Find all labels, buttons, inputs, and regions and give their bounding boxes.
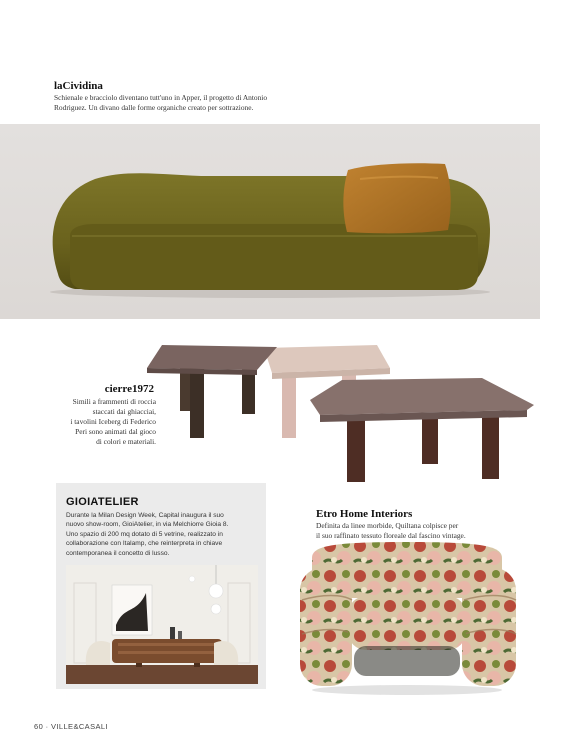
- brand-cierre1972: cierre1972: [104, 383, 154, 395]
- brand-etro-home-interiors: Etro Home Interiors: [316, 508, 413, 520]
- gioiatelier-title: GIOIATELIER: [66, 496, 139, 508]
- page-number: 60: [34, 722, 44, 731]
- quiltana-armchair-illustration: [292, 538, 524, 698]
- apper-sofa-illustration: [0, 124, 540, 319]
- footer-separator: ·: [45, 722, 49, 731]
- sofa-photo: [0, 124, 540, 319]
- showroom-illustration: [66, 565, 258, 684]
- magazine-name: VILLE&CASALI: [51, 722, 108, 731]
- showroom-photo: [66, 565, 258, 684]
- iceberg-tables-illustration: [142, 340, 537, 485]
- brand-lacividina: laCividina: [54, 80, 103, 92]
- lacividina-description: Schienale e bracciolo diventano tutt'uno in Apper, il progetto di Antonio Rodriguez. Un divano dalle forme organiche creato per sottrazione.: [54, 93, 268, 112]
- page-footer: [34, 722, 108, 731]
- cierre-description: Simili a frammenti di roccia staccati dai ghiacciai, i tavolini Iceberg di Federico Peri sono animati dal gioco di colori e materiali.: [70, 397, 156, 446]
- gioiatelier-description: Durante la Milan Design Week, Capital inaugura il suo nuovo show-room, GioiAtelier, in via Melchiorre Gioia 8. Uno spazio di 200 mq dotato di 5 vetrine, realizzato in collaborazione con Italamp, che reinterpreta in chiave contemporanea il concetto di lusso.: [66, 512, 229, 557]
- etro-description: Definita da linee morbide, Quiltana colpisce per il suo raffinato tessuto floreale dal fascino vintage.: [316, 521, 466, 540]
